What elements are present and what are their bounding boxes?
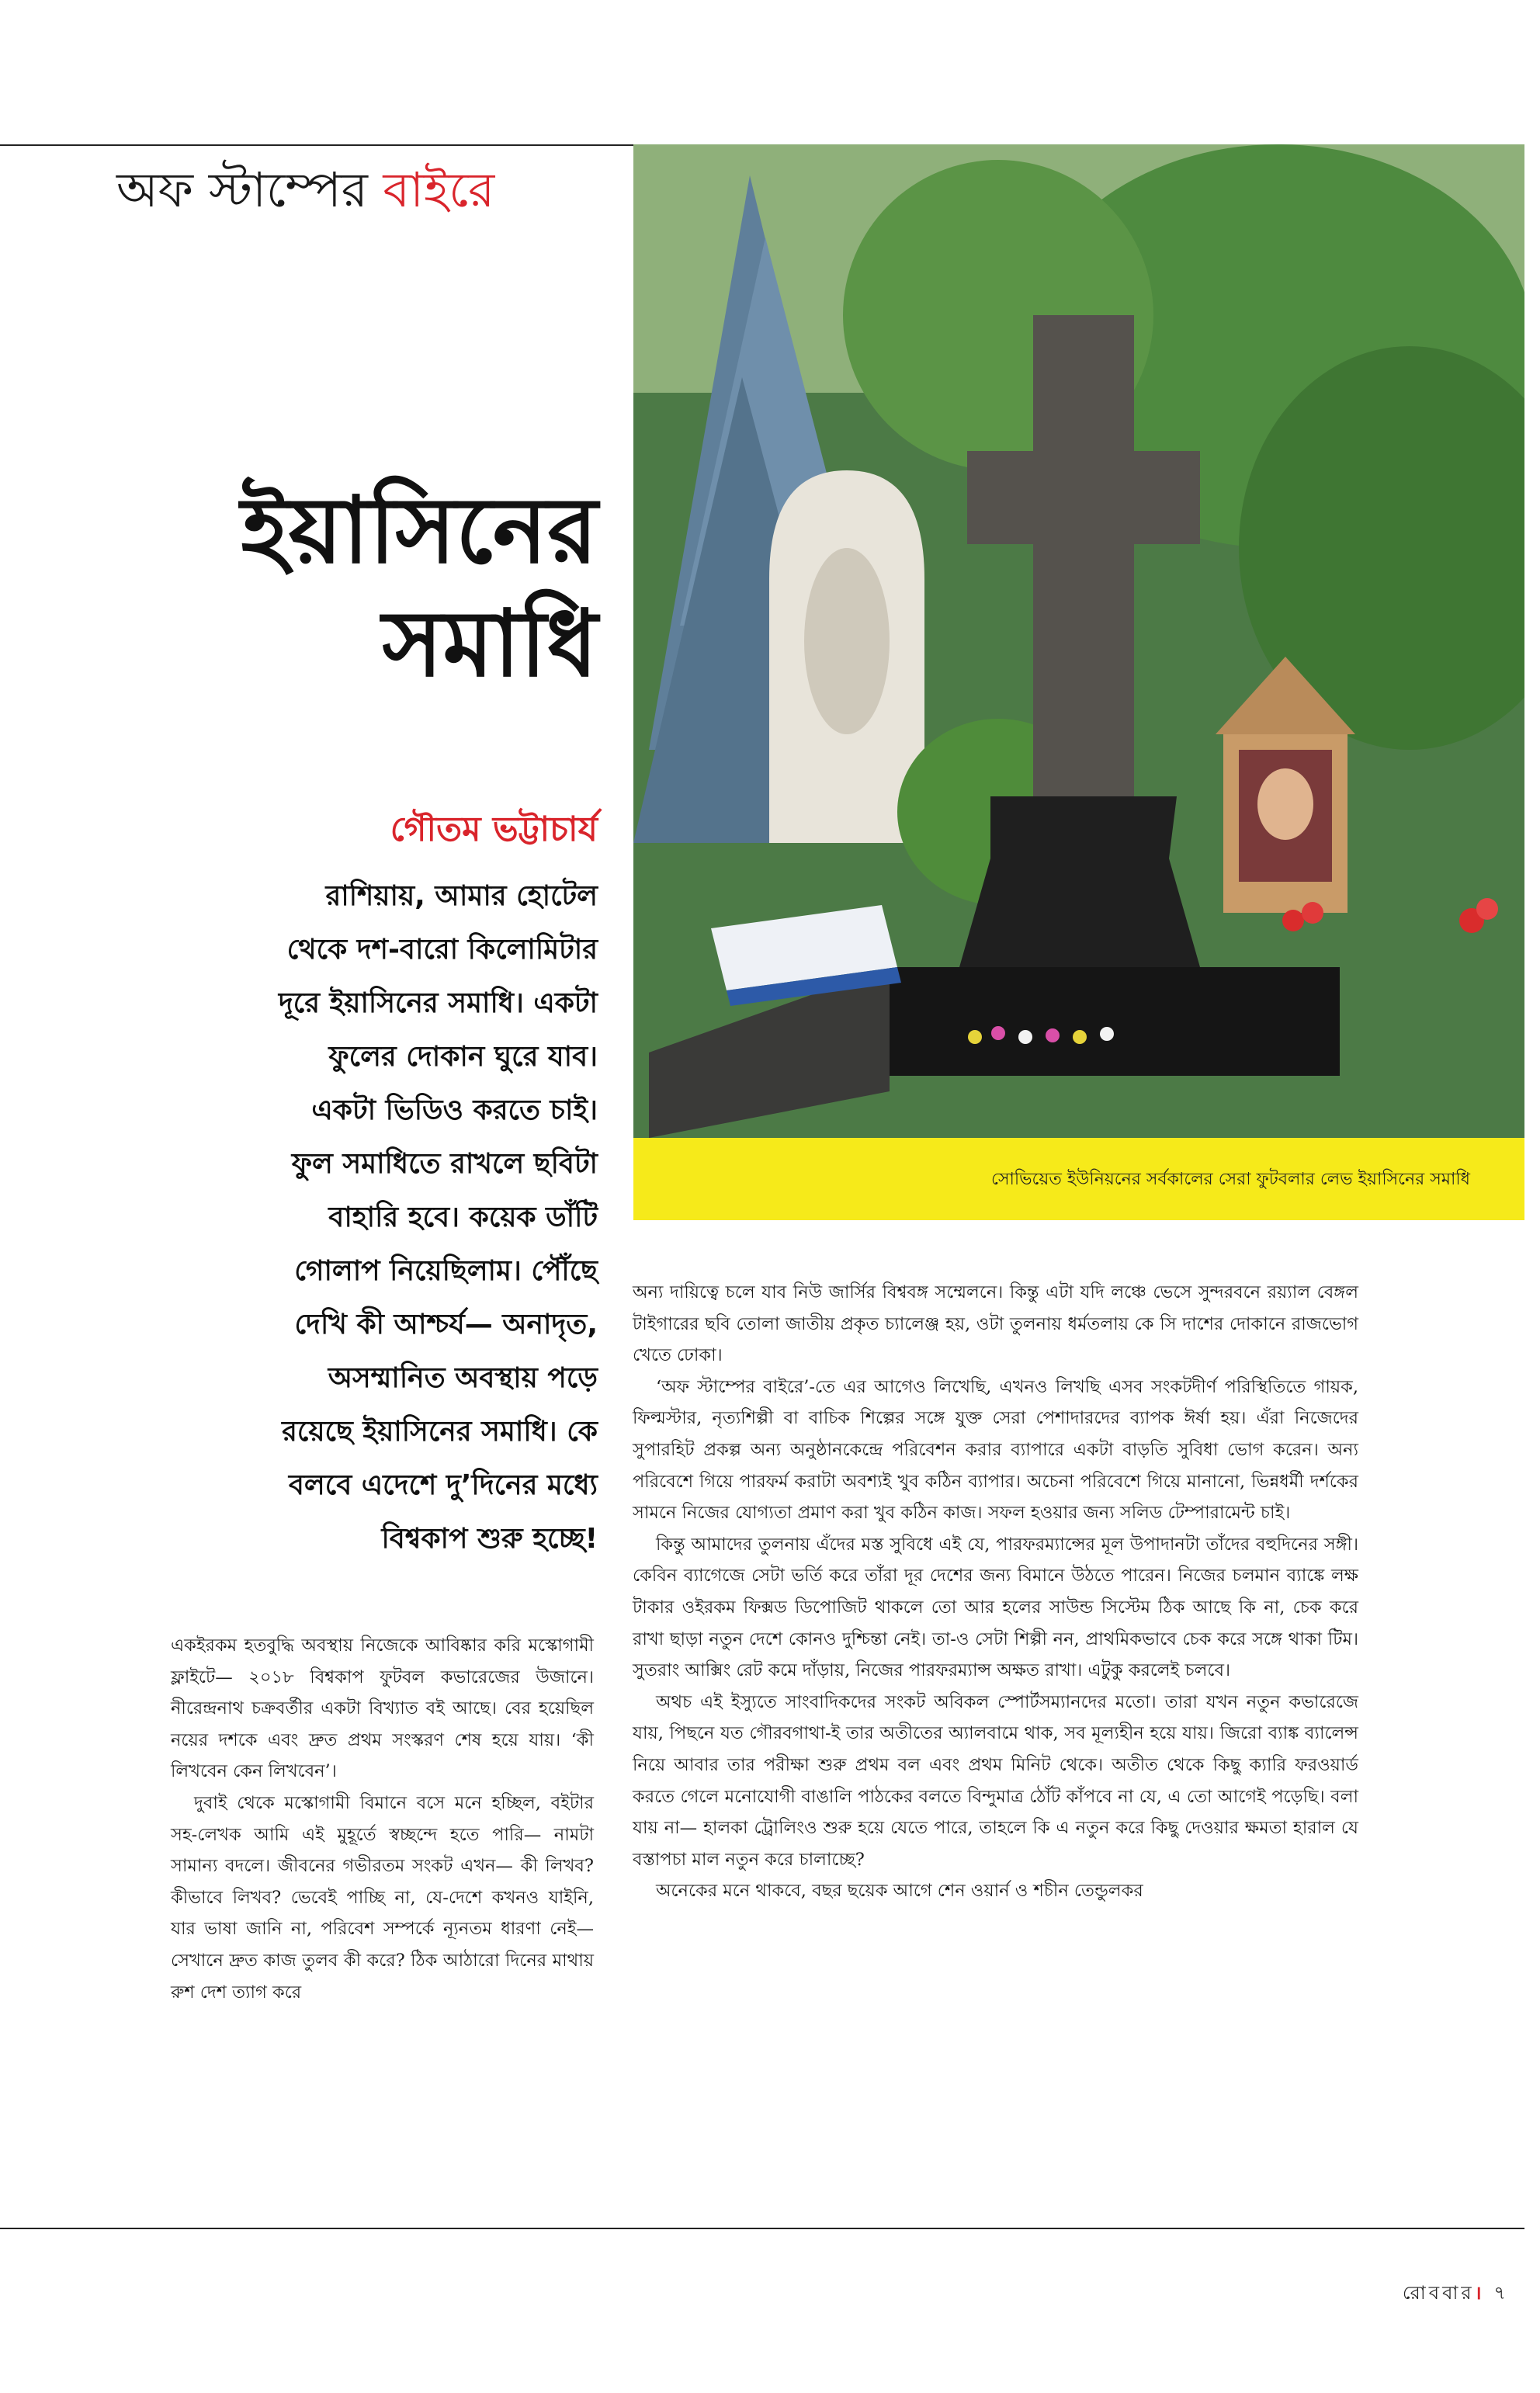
paragraph: দুবাই থেকে মস্কোগামী বিমানে বসে মনে হচ্ছিল, বইটার সহ-লেখক আমি এই মুহূর্তে স্বচ্ছন্দে হতে পারি— নামটা সামান্য বদলে। জীবনের গভীরতম সংকট এখন— কী লিখব? কীভাবে লিখব? ভেবেই পাচ্ছি না, যে-দেশে কখনও যাইনি, যার ভাষা জানি না, পরিবেশ সম্পর্কে ন্যূনতম ধারণা নেই— সেখানে দ্রুত কাজ তুলব কী করে? ঠিক আঠারো দিনের মাথায় রুশ দেশ ত্যাগ করে bbox=[171, 1792, 594, 2003]
grave-photo bbox=[633, 144, 1524, 1138]
paragraph: একইরকম হতবুদ্ধি অবস্থায় নিজেকে আবিষ্কার করি মস্কোগামী ফ্লাইটে— ২০১৮ বিশ্বকাপ ফুটবল কভারেজের উজানে। নীরেন্দ্রনাথ চক্রবর্তীর একটা বিখ্যাত বই আছে। বের হয়েছিল নয়ের দশকে এবং দ্রুত প্রথম সংস্করণ শেষ হয়ে যায়। ‘কী লিখবেন কেন লিখবেন’। bbox=[171, 1635, 594, 1782]
top-rule bbox=[0, 144, 633, 146]
publication-name: রোববার bbox=[1402, 2282, 1475, 2304]
standfirst-line: বলবে এদেশে দু’দিনের মধ্যে bbox=[288, 1469, 598, 1501]
standfirst bbox=[147, 869, 598, 1566]
standfirst-line: থেকে দশ-বারো কিলোমিটার bbox=[286, 934, 598, 966]
body-column-right bbox=[633, 1277, 1358, 1907]
section-title-part1: অফ স্টাম্পের bbox=[116, 161, 383, 218]
headline-line2: সমাধি bbox=[382, 590, 598, 697]
body-column-left bbox=[171, 1630, 594, 2008]
paragraph: কিন্তু আমাদের তুলনায় এঁদের মস্ত সুবিধে এই যে, পারফরম্যান্সের মূল উপাদানটা তাঁদের বহুদিনের সঙ্গী। কেবিন ব্যাগেজে সেটা ভর্তি করে তাঁরা দূর দেশের জন্য বিমানে উঠতে পারেন। নিজের চলমান ব্যাঙ্কে লক্ষ টাকার ওইরকম ফিক্সড ডিপোজিট থাকলে তো আর হলের সাউন্ড সিস্টেম ঠিক আছে কি না, চেক করে রাখা ছাড়া নতুন দেশে কোনও দুশ্চিন্তা নেই। তা-ও সেটা শিল্পী নন, প্রাথমিকভাবে চেক করে সঙ্গে থাকা টিম। সুতরাং আক্সিং রেট কমে দাঁড়ায়, নিজের পারফরম্যান্স অক্ষত রাখা। এটুকু করলেই চলবে। bbox=[633, 1534, 1358, 1681]
paragraph: অথচ এই ইস্যুতে সাংবাদিকদের সংকট অবিকল স্পোর্টসম্যানদের মতো। তারা যখন নতুন কভারেজে যায়, পিছনে যত গৌরবগাথা-ই তার অতীতের অ্যালবামে থাক, সব মূল্যহীন হয়ে যায়। জিরো ব্যাঙ্ক ব্যালেন্স নিয়ে আবার তার পরীক্ষা শুরু প্রথম বল এবং প্রথম মিনিট থেকে। অতীত থেকে কিছু ক্যারি ফরওয়ার্ড করতে গেলে মনোযোগী বাঙালি পাঠকের বলতে বিন্দুমাত্র ঠোঁট কাঁপবে না যে, এ তো আগেই পড়েছি। বলা যায় না— হালকা ট্রোলিংও শুরু হয়ে যেতে পারে, তাহলে কি এ নতুন করে কিছু দেওয়ার ক্ষমতা হারাল যে বস্তাপচা মাল নতুন করে চালাচ্ছে? bbox=[633, 1691, 1358, 1870]
standfirst-line: বাহারি হবে। কয়েক ডাঁটি bbox=[328, 1202, 598, 1233]
standfirst-line: গোলাপ নিয়েছিলাম। পৌঁছে bbox=[294, 1255, 598, 1287]
paragraph: ‘অফ স্টাম্পের বাইরে’-তে এর আগেও লিখেছি, এখনও লিখছি এসব সংকটদীর্ণ পরিস্থিতিতে গায়ক, ফিল্মস্টার, নৃত্যশিল্পী বা বাচিক শিল্পের সঙ্গে যুক্ত সেরা পেশাদারদের ব্যাপক ঈর্ষা হয়। এঁরা নিজেদের সুপারহিট প্রকল্প অন্য অনুষ্ঠানকেন্দ্রে পরিবেশন করার ব্যাপারে একটা বাড়তি সুবিধা ভোগ করেন। অন্য পরিবেশে গিয়ে পারফর্ম করাটা অবশ্যই খুব কঠিন ব্যাপার। অচেনা পরিবেশে গিয়ে মানানো, ভিন্নধর্মী দর্শকের সামনে নিজের যোগ্যতা প্রমাণ করা খুব কঠিন কাজ। সফল হওয়ার জন্য সলিড টেম্পারামেন্ট চাই। bbox=[633, 1376, 1358, 1524]
section-title bbox=[116, 159, 494, 221]
page-footer bbox=[1403, 2279, 1509, 2310]
section-title-part2: বাইরে bbox=[383, 161, 495, 218]
footer-separator: । bbox=[1474, 2282, 1485, 2304]
page-number: ৭ bbox=[1493, 2282, 1509, 2304]
photo-caption-band bbox=[633, 1138, 1524, 1220]
byline: গৌতম ভট্টাচার্য bbox=[390, 810, 598, 849]
standfirst-line: বিশ্বকাপ শুরু হচ্ছে! bbox=[381, 1523, 598, 1555]
standfirst-line: অসম্মানিত অবস্থায় পড়ে bbox=[328, 1362, 598, 1394]
standfirst-line: ফুলের দোকান ঘুরে যাব। bbox=[328, 1041, 598, 1073]
photo-caption: সোভিয়েত ইউনিয়নের সর্বকালের সেরা ফুটবলার লেভ ইয়াসিনের সমাধি bbox=[991, 1170, 1470, 1189]
standfirst-line: একটা ভিডিও করতে চাই। bbox=[311, 1094, 598, 1126]
paragraph: অন্য দায়িত্বে চলে যাব নিউ জার্সির বিশ্ববঙ্গ সম্মেলনে। কিন্তু এটা যদি লঞ্চে ভেসে সুন্দরবনে রয়্যাল বেঙ্গল টাইগারের ছবি তোলা জাতীয় প্রকৃত চ্যালেঞ্জ হয়, ওটা তুলনায় ধর্মতলায় কে সি দাশের দোকানে রাজভোগ খেতে ঢোকা। bbox=[633, 1282, 1358, 1366]
paragraph: অনেকের মনে থাকবে, বছর ছয়েক আগে শেন ওয়ার্ন ও শচীন তেন্ডুলকর bbox=[656, 1881, 1143, 1902]
bottom-rule bbox=[0, 2228, 1524, 2229]
headline bbox=[116, 473, 598, 700]
standfirst-line: দেখি কী আশ্চর্য— অনাদৃত, bbox=[294, 1309, 598, 1340]
standfirst-line: ফুল সমাধিতে রাখলে ছবিটা bbox=[291, 1148, 598, 1180]
headline-line1: ইয়াসিনের bbox=[241, 477, 598, 584]
standfirst-line: রাশিয়ায়, আমার হোটেল bbox=[325, 880, 598, 912]
standfirst-line: রয়েছে ইয়াসিনের সমাধি। কে bbox=[282, 1416, 598, 1448]
standfirst-line: দূরে ইয়াসিনের সমাধি। একটা bbox=[278, 987, 598, 1019]
